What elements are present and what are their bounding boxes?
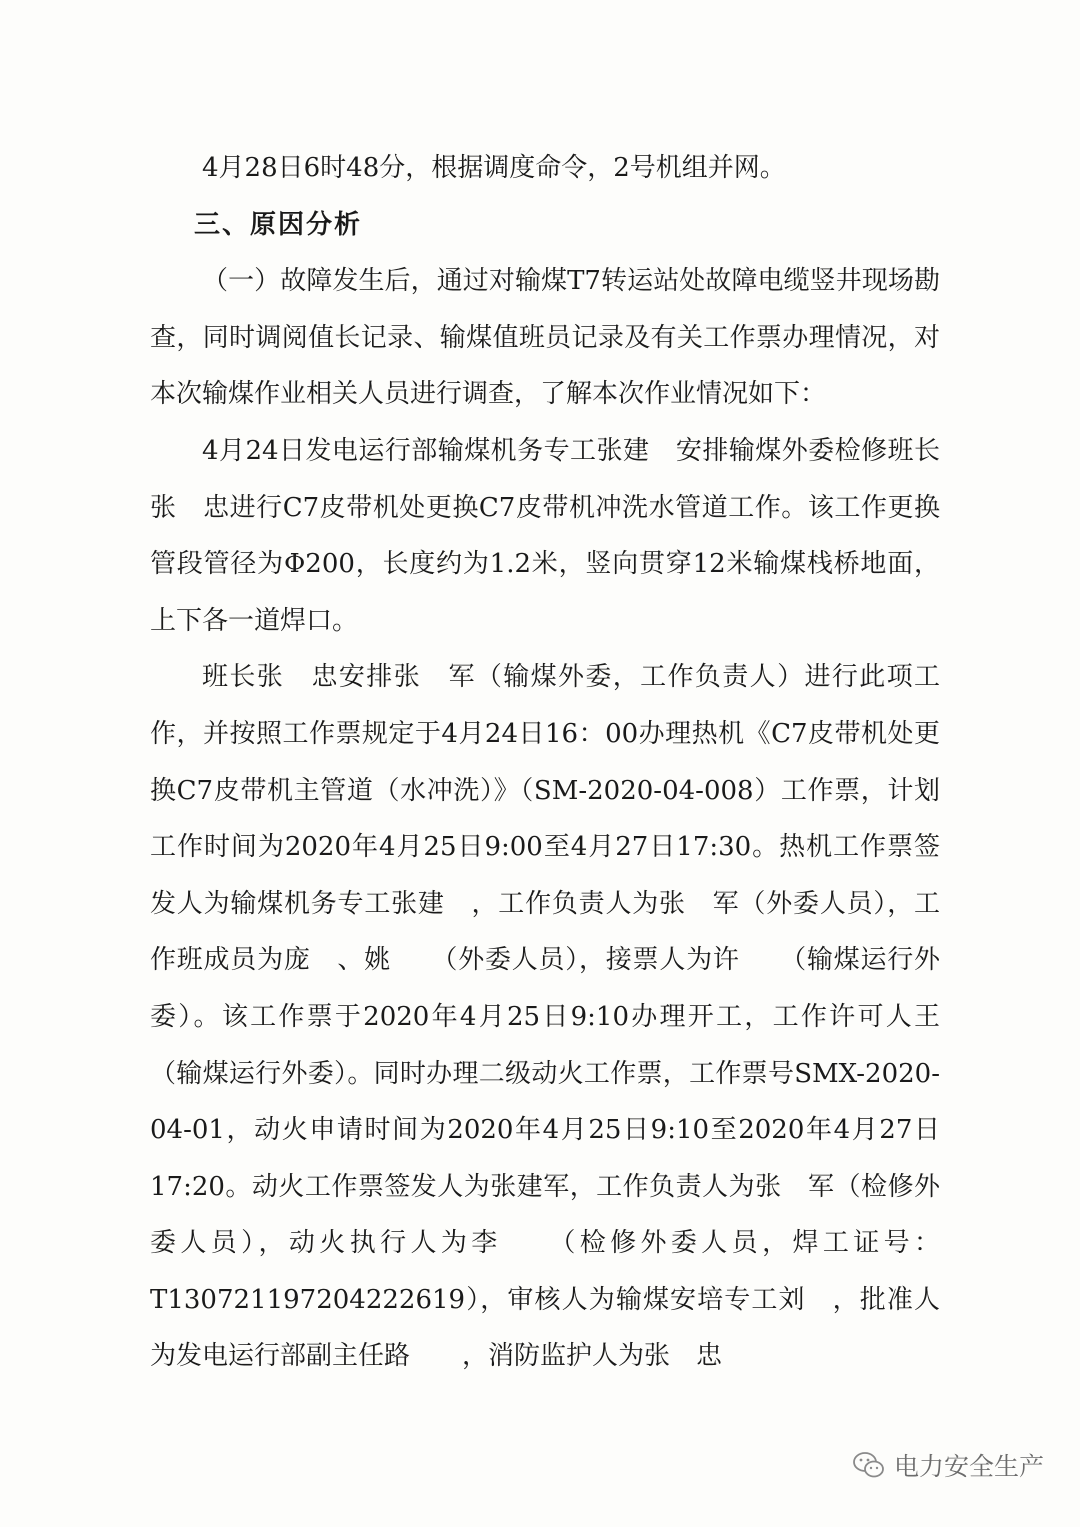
paragraph-work-arrangement: 4月24日发电运行部输煤机务专工张建 安排输煤外委检修班长张 忠进行C7皮带机处更换C7皮带机冲洗水管道工作。该工作更换管段管径为Φ200，长度约为1.2米，竖向贯穿12米输煤栈桥地面，上下各一道焊口。 — [150, 435, 940, 636]
document-body — [150, 140, 993, 1385]
paragraph-work-ticket: 班长张 忠安排张 军（输煤外委，工作负责人）进行此项工作，并按照工作票规定于4月24日16：00办理热机《C7皮带机处更换C7皮带机主管道（水冲洗）》（SM-2020-04-008）工作票，计划工作时间为2020年4月25日9:00至4月27日17:30。热机工作票签发人为输煤机务专工张建 ，工作负责人为张 军（外委人员），工作班成员为庞 、姚 （外委人员），接票人为许 （输煤运行外委）。该工作票于2020年4月25日9:10办理开工，工作许可人王 （输煤运行外委）。同时办理二级动火工作票，工作票号SMX-2020-04-01，动火申请时间为2020年4月25日9:10至2020年4月27日17:20。动火工作票签发人为张建军，工作负责人为张 军（检修外委人员），动火执行人为李 （检修外委人员，焊工证号：T130721197204222619），审核人为输煤安培专工刘 ，批准人为发电运行部副主任路 ，消防监护人为张 忠 — [150, 662, 993, 1372]
watermark-text: 电力安全生产 — [893, 1452, 1044, 1481]
watermark — [852, 1447, 1044, 1483]
section-heading: 三、原因分析 — [194, 209, 363, 240]
paragraph-investigation: （一）故障发生后，通过对输煤T7转运站处故障电缆竖井现场勘查，同时调阅值长记录、输煤值班员记录及有关工作票办理情况，对本次输煤作业相关人员进行调查，了解本次作业情况如下： — [150, 266, 940, 410]
paragraph-grid-connection: 4月28日6时48分，根据调度命令，2号机组并网。 — [202, 153, 786, 183]
wechat-icon — [852, 1450, 886, 1480]
